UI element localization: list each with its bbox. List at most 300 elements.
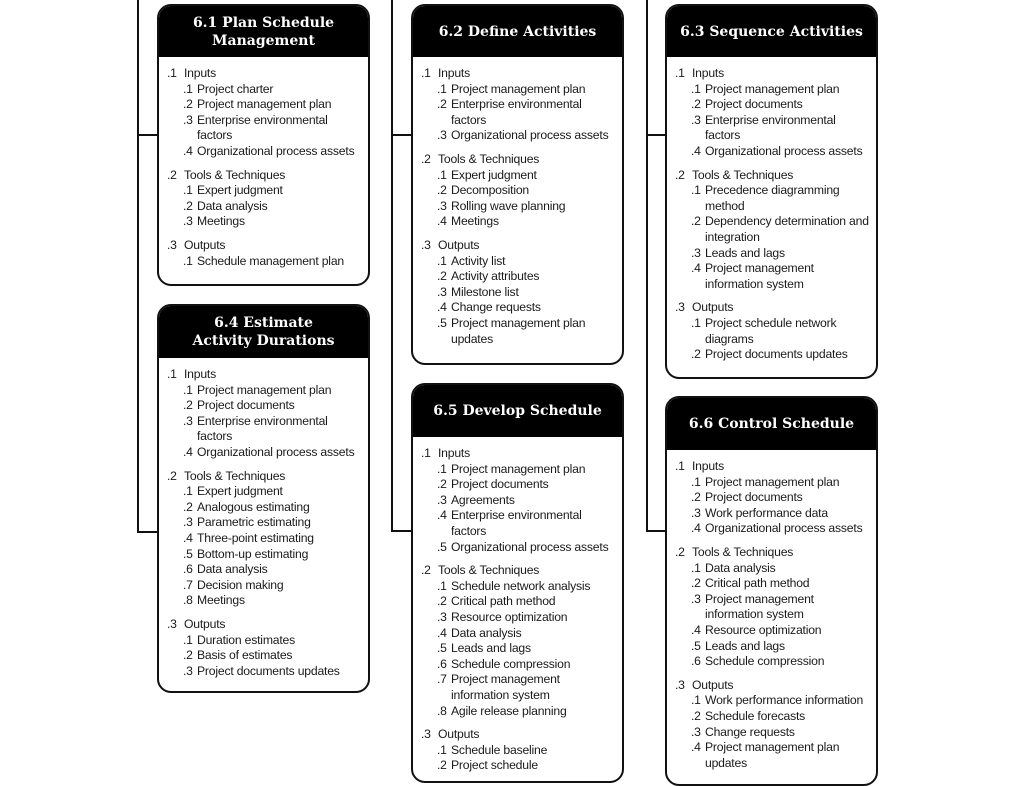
item-number: .4	[691, 143, 701, 158]
section-inputs	[421, 66, 622, 144]
item-text: Agreements	[451, 492, 515, 507]
item-number: .2	[437, 183, 447, 198]
item-number: .4	[691, 622, 701, 637]
list-item	[421, 540, 622, 556]
list-item	[421, 610, 622, 626]
item-number: .5	[437, 539, 447, 554]
list-item	[421, 128, 622, 144]
item-number: .6	[691, 654, 701, 669]
section-tools-techniques	[167, 469, 368, 609]
item-text: Resource optimization	[705, 622, 822, 637]
section-tools-techniques	[167, 168, 368, 230]
process-title-line: 6.1 Plan Schedule	[192, 14, 335, 31]
list-item	[675, 576, 876, 592]
item-number: .2	[183, 648, 193, 663]
item-number: .4	[691, 261, 701, 276]
item-text: Project management plan updates	[451, 315, 586, 346]
item-text: Schedule compression	[705, 654, 825, 669]
item-number: .2	[183, 198, 193, 213]
list-item	[167, 648, 368, 664]
section-heading	[675, 545, 876, 561]
list-item	[167, 531, 368, 547]
section-label: Tools & Techniques	[438, 151, 540, 166]
section-number: .3	[167, 237, 177, 252]
list-item	[167, 562, 368, 578]
item-text: Project documents updates	[705, 347, 848, 362]
list-item	[421, 579, 622, 595]
item-text: Enterprise environmental factors	[705, 112, 836, 143]
list-item	[421, 493, 622, 509]
item-text: Enterprise environmental factors	[451, 508, 582, 538]
section-label: Tools & Techniques	[692, 544, 794, 559]
item-number: .5	[437, 641, 447, 656]
process-title	[667, 398, 876, 450]
list-item	[421, 199, 622, 215]
section-label: Inputs	[692, 459, 725, 473]
section-number: .3	[675, 300, 685, 315]
item-number: .3	[437, 284, 447, 299]
process-title-line: 6.2 Define Activities	[438, 23, 597, 40]
process-title-line: 6.4 Estimate	[214, 315, 313, 331]
list-item	[167, 398, 368, 414]
list-item	[421, 462, 622, 478]
item-number: .6	[183, 562, 193, 577]
item-text: Organizational process assets	[451, 539, 609, 554]
item-number: .1	[437, 253, 447, 268]
item-text: Basis of estimates	[197, 648, 293, 663]
item-number: .4	[437, 300, 447, 315]
section-label: Inputs	[184, 66, 217, 80]
list-item	[167, 183, 368, 199]
item-text: Project management plan	[705, 81, 840, 96]
section-inputs	[675, 459, 876, 537]
item-number: .5	[183, 546, 193, 561]
list-item	[167, 214, 368, 230]
item-text: Parametric estimating	[197, 515, 311, 530]
process-body	[413, 57, 622, 357]
process-box-6-4	[157, 304, 370, 693]
list-item	[421, 97, 622, 128]
item-text: Schedule network analysis	[451, 578, 591, 593]
item-number: .1	[183, 632, 193, 647]
item-text: Change requests	[451, 300, 541, 315]
item-number: .2	[437, 269, 447, 284]
list-item	[167, 445, 368, 461]
section-heading	[167, 238, 368, 254]
section-number: .1	[675, 459, 685, 473]
section-label: Outputs	[692, 677, 734, 692]
item-text: Activity list	[451, 253, 506, 268]
item-text: Project schedule	[451, 758, 538, 773]
item-text: Decomposition	[451, 183, 530, 198]
process-title-line: Management	[212, 32, 315, 49]
section-label: Outputs	[438, 237, 480, 252]
list-item	[167, 484, 368, 500]
section-heading	[167, 168, 368, 184]
list-item	[421, 300, 622, 316]
process-box-6-1	[157, 4, 370, 286]
process-title	[159, 6, 368, 57]
section-heading	[167, 469, 368, 485]
item-number: .1	[437, 742, 447, 757]
list-item	[167, 633, 368, 649]
item-number: .6	[437, 656, 447, 671]
item-text: Project documents	[451, 477, 549, 492]
list-item	[675, 82, 876, 98]
item-number: .3	[437, 609, 447, 624]
item-text: Data analysis	[197, 562, 268, 577]
list-item	[675, 144, 876, 160]
process-title	[667, 6, 876, 57]
item-text: Project management plan	[705, 474, 840, 489]
item-text: Organizational process assets	[197, 143, 355, 158]
section-label: Inputs	[184, 367, 217, 381]
list-item	[167, 199, 368, 215]
section-heading	[675, 66, 876, 82]
section-label: Tools & Techniques	[438, 563, 540, 578]
list-item	[421, 214, 622, 230]
item-text: Data analysis	[705, 560, 776, 575]
item-number: .5	[437, 315, 447, 330]
item-text: Project management information system	[705, 261, 814, 291]
item-text: Meetings	[197, 593, 245, 608]
list-item	[675, 521, 876, 537]
list-item	[167, 515, 368, 531]
item-text: Schedule baseline	[451, 742, 548, 757]
process-box-6-5	[411, 383, 624, 783]
item-text: Data analysis	[197, 198, 268, 213]
section-outputs	[167, 617, 368, 679]
list-item	[421, 183, 622, 199]
section-number: .2	[421, 563, 431, 578]
item-text: Work performance data	[705, 505, 828, 520]
connector-col2-branch-6-5	[391, 530, 413, 532]
section-number: .2	[167, 167, 177, 182]
item-number: .3	[437, 198, 447, 213]
section-tools-techniques	[421, 563, 622, 719]
item-number: .2	[691, 214, 701, 229]
process-title-line: 6.3 Sequence Activities	[680, 23, 863, 40]
item-number: .1	[691, 183, 701, 198]
section-tools-techniques	[421, 152, 622, 230]
list-item	[675, 693, 876, 709]
item-text: Project schedule network diagrams	[705, 315, 837, 346]
list-item	[167, 593, 368, 609]
list-item	[167, 547, 368, 563]
item-number: .3	[691, 112, 701, 127]
list-item	[675, 623, 876, 639]
item-text: Leads and lags	[705, 245, 785, 260]
item-text: Milestone list	[451, 284, 519, 299]
process-body	[413, 437, 622, 783]
item-text: Activity attributes	[451, 269, 540, 284]
item-text: Dependency determination and integration	[705, 214, 869, 244]
section-tools-techniques	[675, 545, 876, 670]
list-item	[421, 704, 622, 720]
process-body	[159, 57, 368, 279]
list-item	[675, 113, 876, 144]
item-text: Project management plan	[197, 97, 332, 112]
item-number: .4	[691, 521, 701, 536]
section-number: .3	[675, 677, 685, 692]
list-item	[675, 592, 876, 623]
item-text: Analogous estimating	[197, 499, 310, 514]
item-number: .5	[691, 638, 701, 653]
process-body	[159, 358, 368, 689]
item-number: .1	[183, 484, 193, 499]
list-item	[675, 561, 876, 577]
section-heading	[167, 367, 368, 383]
item-number: .2	[183, 398, 193, 413]
section-number: .1	[167, 66, 177, 80]
item-text: Critical path method	[705, 576, 810, 591]
item-number: .2	[691, 347, 701, 362]
item-number: .3	[183, 214, 193, 229]
item-number: .2	[437, 758, 447, 773]
item-text: Agile release planning	[451, 703, 567, 718]
section-label: Tools & Techniques	[692, 167, 794, 182]
item-number: .2	[691, 97, 701, 112]
section-inputs	[167, 66, 368, 160]
item-number: .3	[183, 413, 193, 428]
item-text: Project charter	[197, 81, 274, 96]
item-number: .1	[691, 81, 701, 96]
list-item	[167, 664, 368, 680]
item-text: Meetings	[197, 214, 245, 229]
item-text: Project management plan	[197, 382, 332, 397]
list-item	[675, 261, 876, 292]
section-label: Tools & Techniques	[184, 468, 286, 483]
list-item	[675, 214, 876, 245]
item-number: .4	[437, 508, 447, 523]
section-outputs	[421, 238, 622, 347]
section-number: .2	[167, 468, 177, 483]
connector-col2-branch-6-2	[391, 134, 413, 136]
item-text: Data analysis	[451, 625, 522, 640]
section-number: .2	[421, 151, 431, 166]
process-box-6-2	[411, 4, 624, 365]
list-item	[675, 97, 876, 113]
list-item	[421, 316, 622, 347]
process-title-line: 6.6 Control Schedule	[688, 416, 855, 432]
item-number: .1	[183, 253, 193, 268]
connector-col1-branch-6-1	[137, 134, 159, 136]
section-number: .2	[675, 544, 685, 559]
item-number: .1	[437, 461, 447, 476]
section-outputs	[167, 238, 368, 269]
list-item	[421, 82, 622, 98]
item-text: Enterprise environmental factors	[451, 97, 582, 127]
section-heading	[421, 727, 622, 743]
process-title-line: 6.5 Develop Schedule	[433, 403, 602, 419]
item-number: .1	[691, 693, 701, 708]
item-text: Project management plan updates	[705, 740, 840, 770]
item-number: .3	[691, 245, 701, 260]
item-text: Precedence diagramming method	[705, 183, 840, 213]
item-text: Schedule compression	[451, 656, 571, 671]
item-text: Project documents	[705, 490, 803, 505]
list-item	[167, 254, 368, 270]
list-item	[421, 743, 622, 759]
process-box-6-3	[665, 4, 878, 379]
item-text: Project documents	[705, 97, 803, 112]
item-text: Project management plan	[451, 461, 586, 476]
item-text: Project management information system	[705, 591, 814, 622]
process-body	[667, 450, 876, 781]
item-number: .8	[183, 593, 193, 608]
item-number: .1	[183, 382, 193, 397]
section-heading	[167, 66, 368, 82]
list-item	[421, 508, 622, 539]
connector-col1-vertical	[137, 0, 139, 533]
item-number: .4	[437, 214, 447, 229]
item-text: Change requests	[705, 724, 795, 739]
section-label: Inputs	[438, 446, 471, 460]
process-box-6-6	[665, 396, 878, 786]
item-text: Project documents	[197, 398, 295, 413]
section-number: .1	[421, 66, 431, 80]
item-text: Schedule management plan	[197, 253, 344, 268]
section-heading	[421, 152, 622, 168]
item-number: .3	[691, 724, 701, 739]
item-text: Organizational process assets	[705, 521, 863, 536]
list-item	[675, 490, 876, 506]
item-text: Organizational process assets	[197, 444, 355, 459]
item-number: .1	[691, 315, 701, 330]
item-number: .1	[691, 560, 701, 575]
list-item	[675, 316, 876, 347]
list-item	[167, 500, 368, 516]
process-title	[413, 6, 622, 57]
section-number: .3	[421, 727, 431, 742]
section-outputs	[675, 678, 876, 772]
item-number: .2	[691, 576, 701, 591]
process-title	[413, 385, 622, 437]
section-heading	[167, 617, 368, 633]
item-number: .1	[691, 474, 701, 489]
section-heading	[675, 168, 876, 184]
item-number: .3	[437, 128, 447, 143]
list-item	[675, 639, 876, 655]
list-item	[675, 740, 876, 771]
item-number: .4	[183, 143, 193, 158]
item-text: Work performance information	[705, 693, 864, 708]
item-text: Leads and lags	[451, 641, 531, 656]
list-item	[167, 144, 368, 160]
list-item	[675, 709, 876, 725]
list-item	[421, 594, 622, 610]
section-label: Inputs	[438, 66, 471, 80]
section-tools-techniques	[675, 168, 876, 293]
item-text: Expert judgment	[197, 484, 283, 499]
list-item	[421, 269, 622, 285]
list-item	[675, 347, 876, 363]
section-heading	[421, 563, 622, 579]
section-number: .1	[675, 66, 685, 80]
section-heading	[421, 66, 622, 82]
item-number: .1	[437, 578, 447, 593]
item-text: Schedule forecasts	[705, 708, 806, 723]
item-number: .1	[183, 183, 193, 198]
item-text: Organizational process assets	[451, 128, 609, 143]
item-number: .3	[437, 492, 447, 507]
item-number: .8	[437, 703, 447, 718]
item-number: .4	[183, 530, 193, 545]
section-inputs	[167, 367, 368, 461]
list-item	[675, 725, 876, 741]
item-number: .2	[691, 708, 701, 723]
item-text: Leads and lags	[705, 638, 785, 653]
section-number: .3	[421, 237, 431, 252]
item-number: .7	[437, 672, 447, 687]
list-item	[421, 672, 622, 703]
section-label: Outputs	[438, 727, 480, 742]
list-item	[675, 183, 876, 214]
list-item	[167, 383, 368, 399]
item-number: .2	[183, 499, 193, 514]
list-item	[675, 506, 876, 522]
item-number: .3	[691, 591, 701, 606]
list-item	[675, 475, 876, 491]
item-number: .3	[183, 515, 193, 530]
section-heading	[675, 678, 876, 694]
list-item	[167, 113, 368, 144]
item-number: .2	[437, 594, 447, 609]
section-label: Tools & Techniques	[184, 167, 286, 182]
section-number: .2	[675, 167, 685, 182]
section-number: .1	[421, 446, 431, 460]
list-item	[421, 758, 622, 774]
section-outputs	[421, 727, 622, 774]
section-label: Outputs	[692, 300, 734, 315]
item-text: Rolling wave planning	[451, 198, 566, 213]
item-text: Expert judgment	[197, 183, 283, 198]
item-text: Resource optimization	[451, 609, 568, 624]
item-number: .3	[183, 112, 193, 127]
item-number: .4	[183, 444, 193, 459]
item-number: .4	[437, 625, 447, 640]
section-inputs	[675, 66, 876, 160]
list-item	[167, 97, 368, 113]
process-title	[159, 306, 368, 358]
section-label: Outputs	[184, 616, 226, 631]
item-text: Critical path method	[451, 594, 556, 609]
item-number: .4	[691, 740, 701, 755]
list-item	[421, 657, 622, 673]
section-heading	[675, 459, 876, 475]
section-inputs	[421, 446, 622, 555]
list-item	[421, 254, 622, 270]
item-text: Bottom-up estimating	[197, 546, 309, 561]
connector-col2-vertical	[391, 0, 393, 532]
item-number: .2	[691, 490, 701, 505]
list-item	[167, 82, 368, 98]
section-label: Outputs	[184, 237, 226, 252]
list-item	[675, 246, 876, 262]
section-heading	[675, 300, 876, 316]
section-number: .1	[167, 367, 177, 381]
list-item	[675, 654, 876, 670]
item-number: .7	[183, 577, 193, 592]
section-heading	[421, 446, 622, 462]
item-text: Enterprise environmental factors	[197, 112, 328, 143]
item-text: Project management information system	[451, 672, 560, 702]
list-item	[421, 285, 622, 301]
process-title-line: Activity Durations	[192, 333, 335, 349]
item-number: .1	[437, 81, 447, 96]
item-text: Project management plan	[451, 81, 586, 96]
item-number: .2	[437, 477, 447, 492]
